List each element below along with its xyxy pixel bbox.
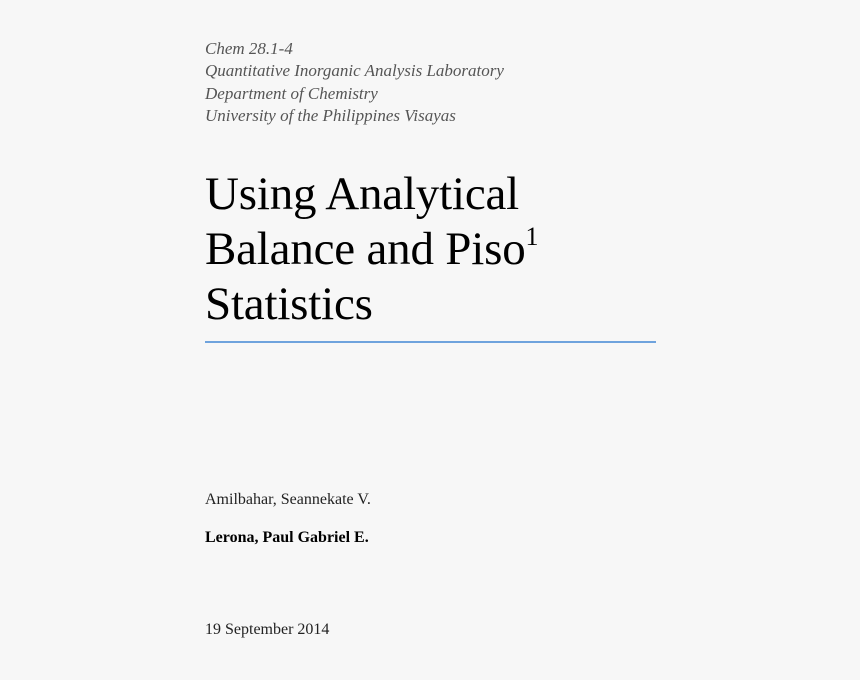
title-line-2 xyxy=(205,222,657,277)
title-line-3: Statistics xyxy=(205,278,373,331)
department: Department of Chemistry xyxy=(205,83,378,103)
university: University of the Philippines Visayas xyxy=(205,105,456,125)
course-title: Quantitative Inorganic Analysis Laboratory xyxy=(205,61,504,81)
course-code: Chem 28.1-4 xyxy=(205,39,293,58)
title-underline-rule xyxy=(205,341,656,343)
author-name: Amilbahar, Seannekate V. xyxy=(205,491,371,508)
title-line-1: Using Analytical xyxy=(205,168,520,221)
title-line-2-text: Balance and Piso xyxy=(205,223,526,276)
course-header xyxy=(205,38,657,127)
document-title xyxy=(205,167,657,332)
document-date: 19 September 2014 xyxy=(205,621,330,638)
footnote-mark: 1 xyxy=(525,222,539,252)
cover-content xyxy=(205,38,657,343)
author-name-bold: Lerona, Paul Gabriel E. xyxy=(205,529,369,546)
